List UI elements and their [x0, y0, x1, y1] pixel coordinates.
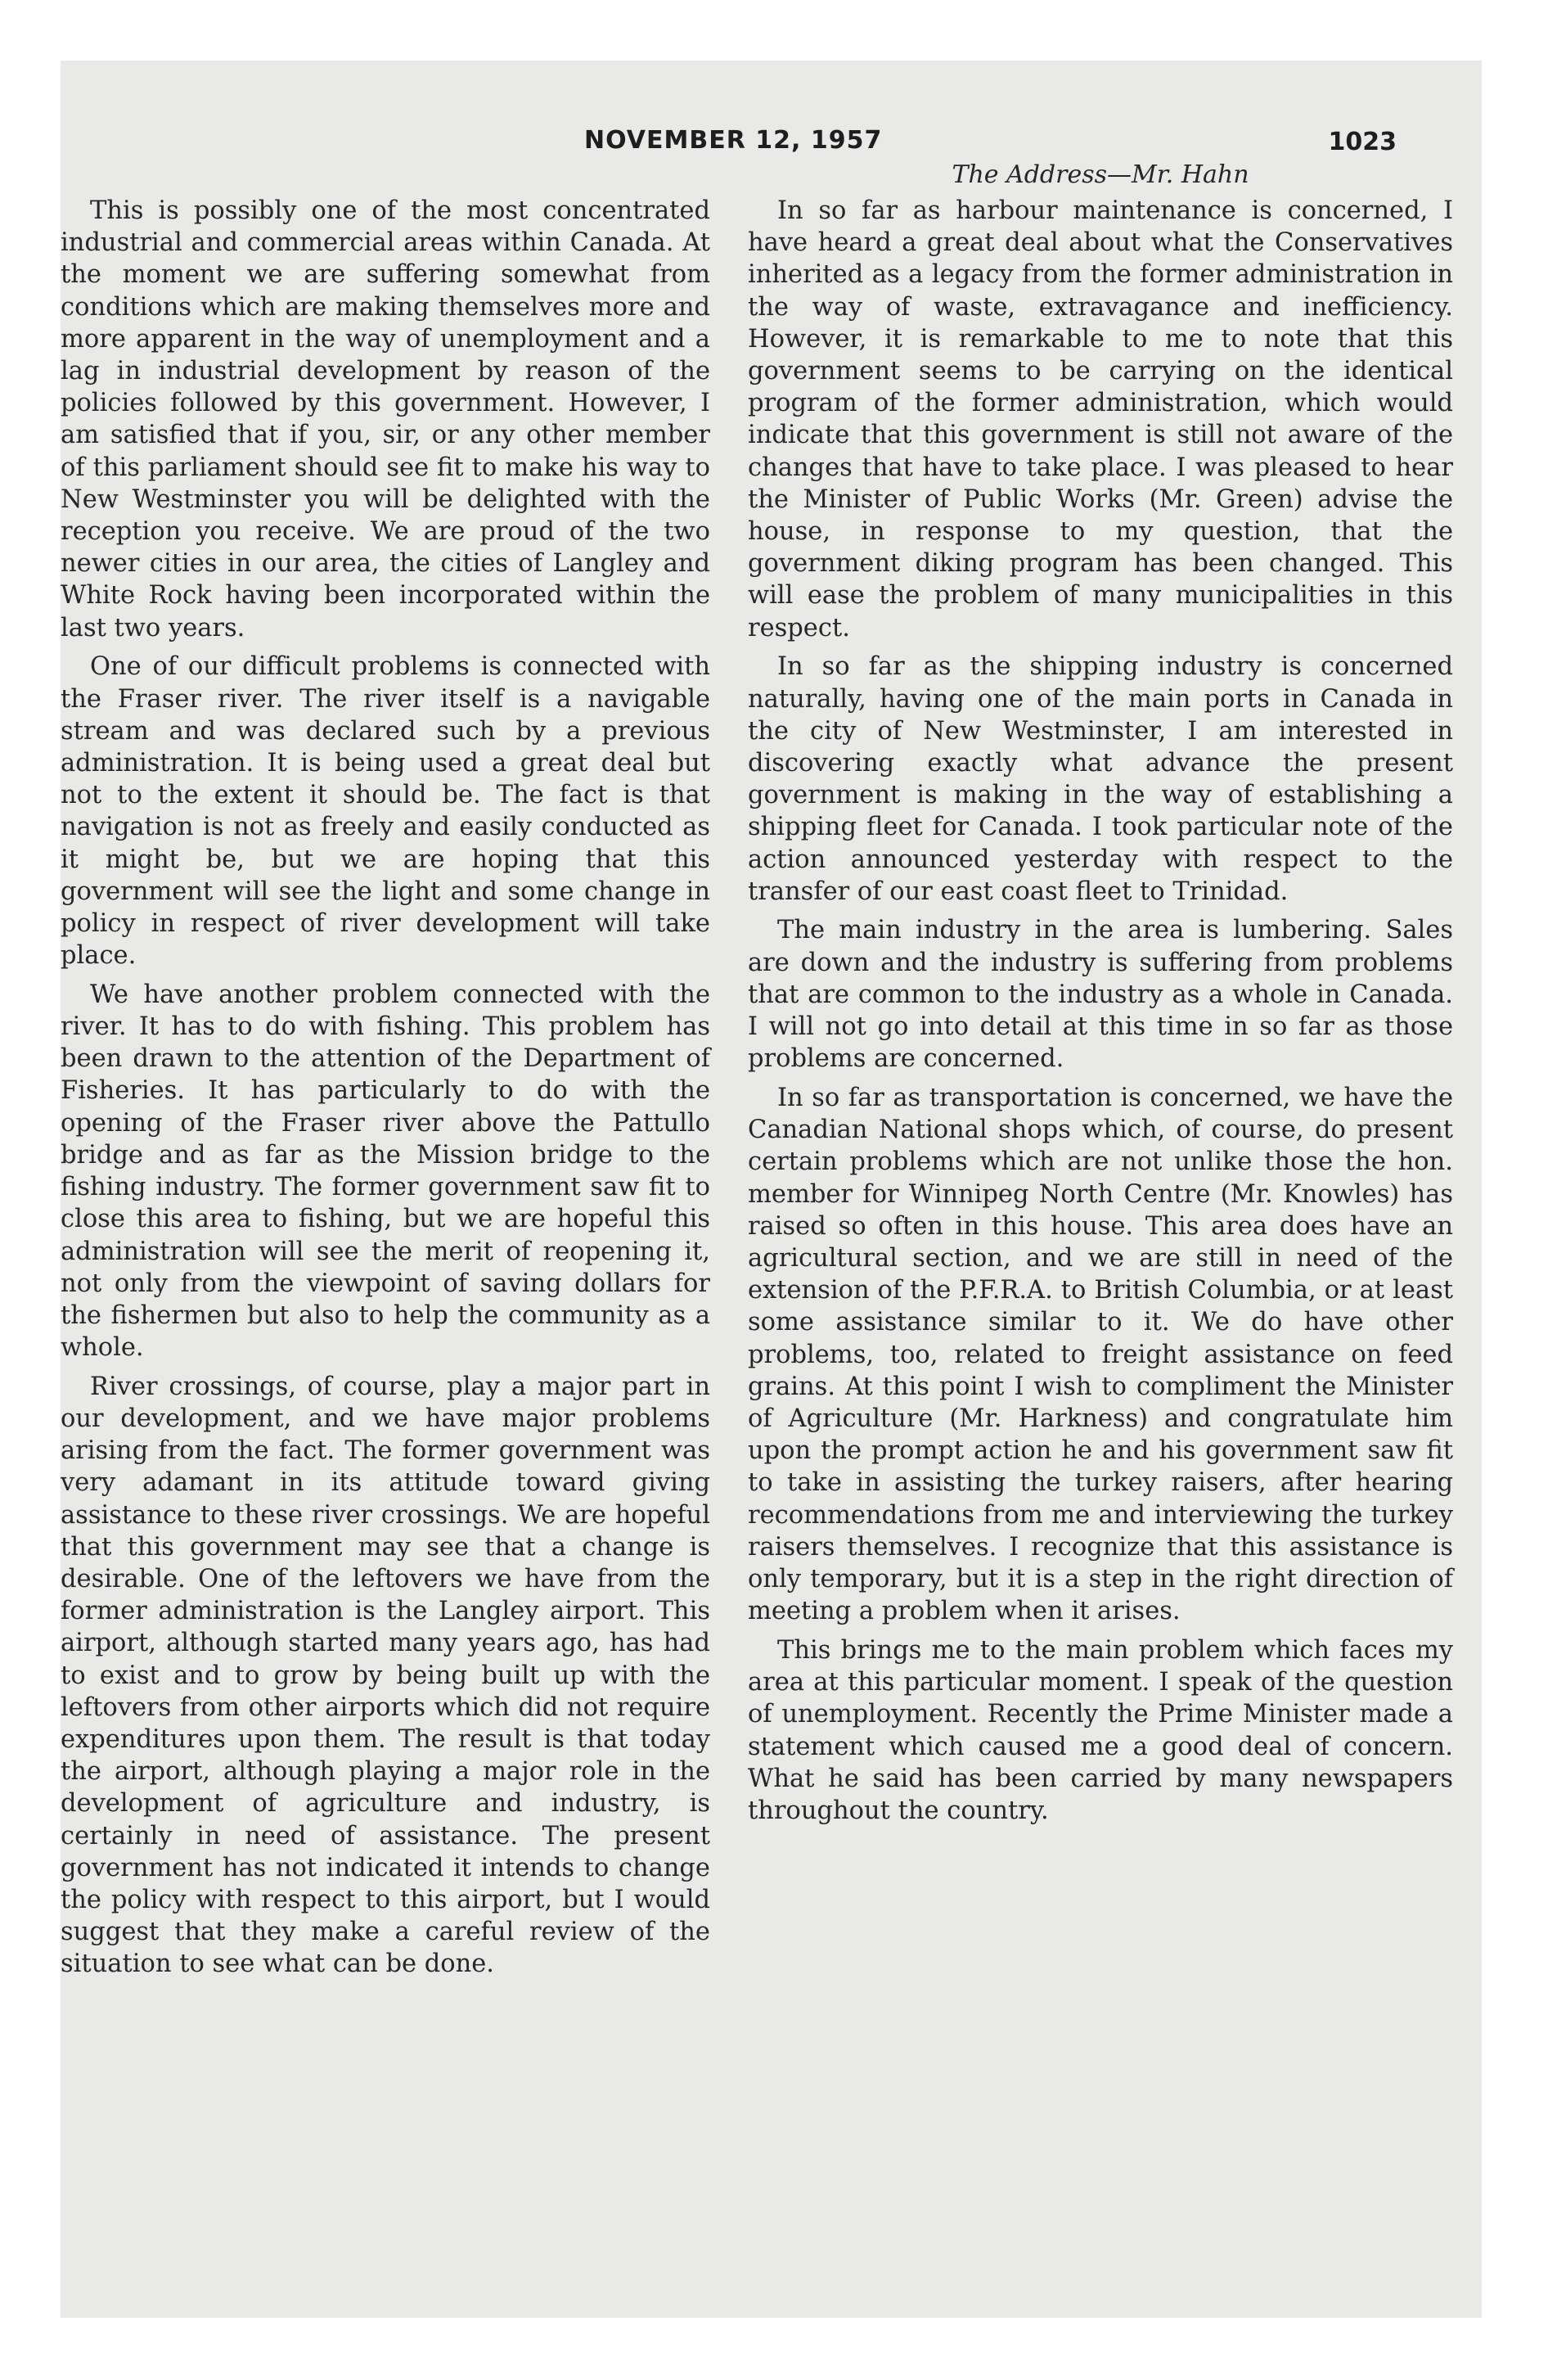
paragraph: This brings me to the main problem which faces my area at this particular moment. I speak of the question of unemployment. Recently the Prime Minister made a statement which caused me a good deal of concern. What he said has been carried by many newspapers throughout the country.	[748, 1635, 1453, 1825]
paragraph: In so far as the shipping industry is concerned naturally, having one of the main ports in Canada in the city of New Westminster, I am interested in discovering exactly what advance the present government is making in the way of establishing a shipping fleet for Canada. I took particular note of the action announced yesterday with respect to the transfer of our east coast fleet to Trinidad.	[748, 652, 1453, 906]
right-column	[748, 159, 1453, 1834]
paragraph: In so far as harbour maintenance is concerned, I have heard a great deal about what the Conservatives inherited as a legacy from the former administration in the way of waste, extravagance and inefficiency. However, it is remarkable to me to note that this government seems to be carrying on the identical program of the former administration, which would indicate that this government is still not aware of the changes that have to take place. I was pleased to hear the Minister of Public Works (Mr. Green) advise the house, in response to my question, that the government diking program has been changed. This will ease the problem of many municipalities in this respect.	[748, 196, 1453, 642]
paragraph: One of our difficult problems is connected with the Fraser river. The river itself is a navigable stream and was declared such by a previous administration. It is being used a great deal but not to the extent it should be. The fact is that navigation is not as freely and easily conducted as it might be, but we are hoping that this government will see the light and some change in policy in respect of river development will take place.	[61, 652, 710, 971]
page-date: NOVEMBER 12, 1957	[584, 126, 883, 155]
page-number: 1023	[1328, 128, 1397, 156]
paragraph: We have another problem connected with the river. It has to do with fishing. This problem has been drawn to the attention of the Department of Fisheries. It has particularly to do with the opening of the Fraser river above the Pattullo bridge and as far as the Mission bridge to the fishing industry. The former government saw fit to close this area to fishing, but we are hopeful this administration will see the merit of reopening it, not only from the viewpoint of saving dollars for the fishermen but also to help the community as a whole.	[61, 980, 710, 1363]
paragraph: River crossings, of course, play a major part in our development, and we have major problems arising from the fact. The former government was very adamant in its attitude toward giving assistance to these river crossings. We are hopeful that this government may see that a change is desirable. One of the leftovers we have from the former administration is the Langley airport. This airport, although started many years ago, has had to exist and to grow by being built up with the leftovers from other airports which did not require expenditures upon them. The result is that today the airport, although playing a major role in the development of agriculture and industry, is certainly in need of assistance. The present government has not indicated it intends to change the policy with respect to this airport, but I would suggest that they make a careful review of the situation to see what can be done.	[61, 1372, 710, 1979]
paragraph: In so far as transportation is concerned, we have the Canadian National shops which, of course, do present certain problems which are not unlike those the hon. member for Winnipeg North Centre (Mr. Knowles) has raised so often in this house. This area does have an agricultural section, and we are still in need of the extension of the P.F.R.A. to British Columbia, or at least some assistance similar to it. We do have other problems, too, related to freight assistance on feed grains. At this point I wish to compliment the Minister of Agriculture (Mr. Harkness) and congratulate him upon the prompt action he and his government saw fit to take in assisting the turkey raisers, after hearing recommendations from me and interviewing the turkey raisers themselves. I recognize that this assistance is only temporary, but it is a step in the right direction of meeting a problem when it arises.	[748, 1083, 1453, 1626]
paragraph: This is possibly one of the most concentrated industrial and commercial areas within Canada. At the moment we are suffering somewhat from conditions which are making themselves more and more apparent in the way of unemployment and a lag in industrial development by reason of the policies followed by this government. However, I am satisfied that if you, sir, or any other member of this parliament should see fit to make his way to New Westminster you will be delighted with the reception you receive. We are proud of the two newer cities in our area, the cities of Langley and White Rock having been incorporated within the last two years.	[61, 196, 710, 642]
section-heading: The Address—Mr. Hahn	[952, 160, 1249, 189]
page-scan	[61, 61, 1482, 2318]
paragraph: The main industry in the area is lumbering. Sales are down and the industry is suffering from problems that are common to the industry as a whole in Canada. I will not go into detail at this time in so far as those problems are concerned.	[748, 916, 1453, 1074]
left-column	[61, 195, 710, 1987]
